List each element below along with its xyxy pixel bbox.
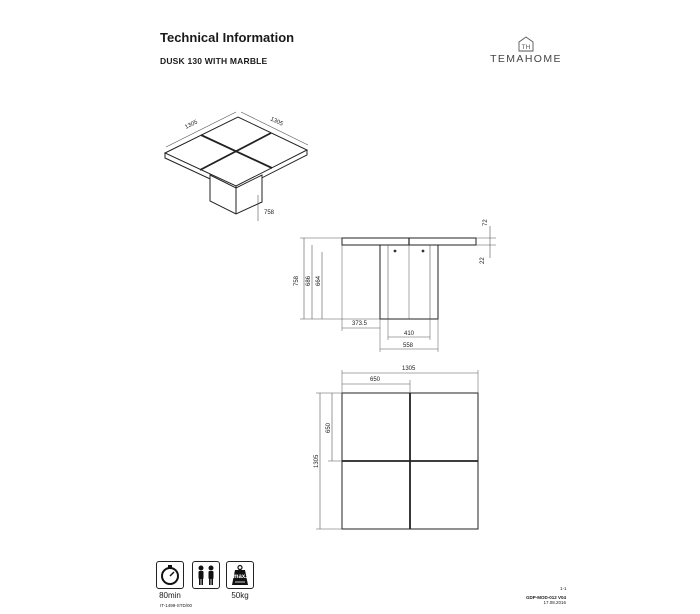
brand-monogram: TH (521, 44, 531, 51)
dim-side-686: 686 (306, 275, 312, 286)
dim-side-edge: 22 (480, 257, 486, 264)
side-view (294, 219, 496, 352)
dim-top-total-width: 1305 (402, 366, 416, 372)
document-date: 17.08.2016 (543, 600, 566, 605)
stopwatch-icon (156, 561, 184, 589)
brand-name: TEMAHOME (490, 53, 562, 65)
dim-iso-height: 758 (264, 210, 275, 216)
product-name: DUSK 130 WITH MARBLE (160, 56, 268, 66)
dim-side-base-outer: 558 (403, 343, 414, 349)
dim-side-base-inner: 410 (404, 331, 415, 337)
dim-side-total-height: 758 (294, 275, 300, 286)
max-label: max. (233, 574, 247, 580)
dim-side-top-thickness: 72 (483, 219, 489, 226)
dim-top-half-width: 650 (370, 377, 381, 383)
dim-side-overhang: 373.5 (352, 321, 368, 327)
form-code: GDP-MOD-012 V04 (525, 595, 566, 600)
dim-iso-width-left: 1305 (184, 119, 199, 131)
dim-side-664: 664 (316, 275, 322, 286)
page-number: 1-1 (560, 586, 567, 591)
top-view (314, 366, 478, 529)
dim-top-half-height: 650 (326, 422, 332, 433)
max-weight-value: 50kg (231, 591, 249, 600)
assembly-time: 80min (159, 591, 181, 600)
dim-top-total-height: 1305 (314, 454, 320, 468)
isometric-view (165, 112, 308, 221)
page-title: Technical Information (160, 30, 295, 45)
document-code: IT-1499-STD/00 (160, 603, 193, 608)
dim-iso-width-right: 1305 (269, 116, 284, 128)
two-people-icon (192, 561, 220, 589)
max-weight-icon (226, 561, 254, 589)
